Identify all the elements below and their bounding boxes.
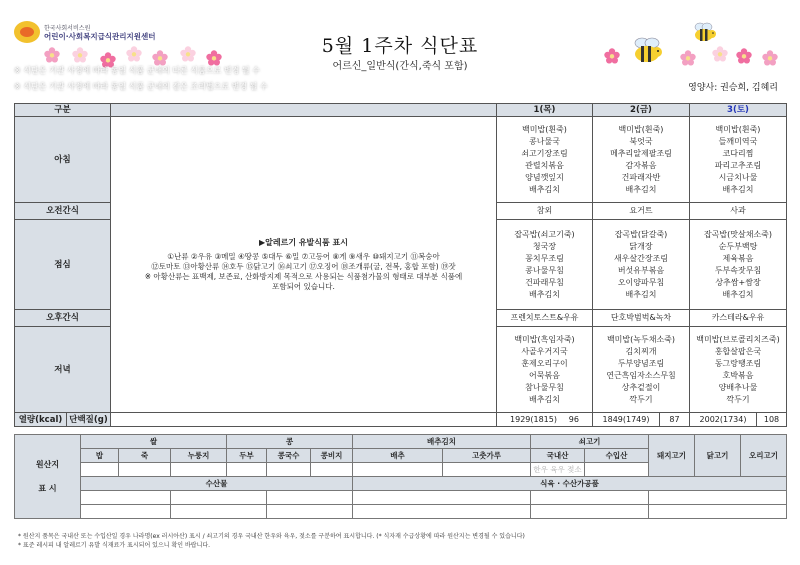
menu-cell [690,327,787,413]
allergy-title: ▶알레르기 유발식품 표시 [258,237,348,247]
origin-label-line: 원산지 [35,459,60,469]
kcal-value: 1929(1815) [510,414,557,424]
origin-cell [171,463,227,477]
kimchi-sub-header: 배추 [353,449,443,463]
menu-item: 감자볶음 [625,160,657,170]
menu-item: 시금치나물 [718,172,758,182]
menu-cell [690,117,787,203]
day-header-1: 1(목) [497,104,593,117]
meal-label-dinner: 저녁 [15,327,111,413]
category-header: 구분 [15,104,111,117]
origin-table [14,434,787,519]
page-subtitle: 어르신_일반식(간식,죽식 포함) [332,61,468,72]
protein-value: 108 [757,413,787,427]
menu-item: 양념깻잎지 [525,172,564,182]
origin-cell [267,505,353,519]
bean-sub-header: 두부 [227,449,267,463]
origin-cell [649,491,787,505]
menu-item: 콩나물국 [529,136,560,146]
origin-cell [171,491,267,505]
menu-item: 꽁치무조림 [525,253,564,263]
menu-item: 들깨미역국 [718,136,758,146]
menu-item: 양배추나물 [718,382,758,392]
day-header-3: 3(토) [690,104,787,117]
menu-cell [593,220,690,310]
allergy-line: ⑫토마토 ⑬아황산류 ⑭호두 ⑮닭고기 ⑯쇠고기 ⑰오징어 ⑱조개류(굴, 전복, 홍합 포함) ⑲잣 [151,261,456,271]
menu-cell [497,117,593,203]
duck-header: 오리고기 [741,435,787,477]
menu-item: 사골우거지국 [521,346,568,356]
menu-item: 홍합살팝은국 [714,346,762,356]
menu-item: 백미밥(흑임자죽) [514,334,575,344]
menu-item: 잡곡밥(맛살채소죽) [703,229,773,239]
menu-cell [593,327,690,413]
seafood-header: 수산물 [81,477,353,491]
rice-header: 쌀 [81,435,227,449]
menu-item: 쇠고기장조림 [521,148,568,158]
menu-item: 배추김치 [529,394,560,404]
menu-item: 두부속잣무침 [714,265,762,275]
menu-item: 코다리찜 [722,148,754,158]
origin-label-line: 표 시 [38,483,57,493]
origin-cell [353,505,531,519]
menu-cell: 요거트 [593,203,690,220]
org-name: 어린이·사회복지급식관리지원센터 [44,32,156,41]
menu-item: 잡곡밥(쇠고기죽) [514,229,575,239]
protein-value: 87 [660,413,690,427]
origin-cell [119,463,171,477]
menu-item: 연근흑임자소스무침 [606,370,676,380]
rice-sub-header: 밥 [81,449,119,463]
origin-cell [353,491,531,505]
origin-cell [227,463,267,477]
menu-item: 제육볶음 [722,253,754,263]
meal-label-lunch: 점심 [15,220,111,310]
menu-item: 건파래무침 [525,277,564,287]
change-notice: ※ 식단은 기관 사정에 따라 동일 식품 군내의 같은 조리법으로 변경 될 수 [14,82,268,91]
header [0,0,800,100]
origin-cell [585,463,649,477]
menu-item: 배추김치 [722,184,754,194]
menu-cell [497,327,593,413]
menu-item: 메추리알제팔조림 [610,148,672,158]
processed-header: 식육 · 수산가공품 [353,477,787,491]
menu-item: 깍두기 [629,394,653,404]
meal-label-afternoon-snack: 오후간식 [15,310,111,327]
menu-item: 호박볶음 [722,370,754,380]
allergy-line: ※ 아황산류는 표백제, 보존료, 산화방지제 목적으로 사용되는 식품첨가물의 형태로 대부분 식품에 [144,271,463,281]
menu-item: 백미밥(녹두채소죽) [606,334,676,344]
menu-cell: 프렌치토스트&우유 [497,310,593,327]
energy-value: 2002(1734) [690,413,757,427]
menu-cell: 단호박범벅&녹차 [593,310,690,327]
day-header-2: 2(금) [593,104,690,117]
origin-cell [81,491,171,505]
menu-item: 배추김치 [625,289,657,299]
origin-cell [353,463,443,477]
menu-item: 두부양념조림 [617,358,665,368]
footer-note: * 표준 레시피 내 알레르기 유발 식재료가 표시되어 있으니 확인 바랍니다. [18,542,211,549]
org-small-name: 한국사회서비스원 [44,25,91,32]
menu-cell [497,220,593,310]
menu-item: 콩나물무침 [525,265,564,275]
menu-item: 건파래자반 [621,172,661,182]
menu-item: 백미밥(흰죽) [618,124,664,134]
menu-item: 백미밥(흰죽) [522,124,567,134]
protein-label: 단백질(g) [67,413,111,427]
menu-cell [690,220,787,310]
menu-item: 청국장 [532,241,557,251]
dietitian-names: 영양사: 권승희, 김혜리 [688,83,778,93]
page-title: 5월 1주차 식단표 [321,35,479,57]
origin-cell [267,491,353,505]
rice-sub-header: 죽 [119,449,171,463]
origin-cell [531,505,649,519]
menu-item: 잡곡밥(닭갈죽) [614,229,668,239]
allergy-line: 포함되어 있습니다. [272,281,335,291]
kimchi-header: 배추김치 [353,435,531,449]
origin-cell [81,505,171,519]
menu-item: 버섯유부볶음 [617,265,665,275]
pork-header: 돼지고기 [649,435,695,477]
menu-item: 닭개장 [629,241,653,251]
menu-cell [593,117,690,203]
menu-item: 백미밥(브로콜리치즈죽) [696,334,780,344]
energy-value [497,413,593,427]
beef-sub-header: 수입산 [585,449,649,463]
meal-label-morning-snack: 오전간식 [15,203,111,220]
energy-value: 1849(1749) [593,413,660,427]
origin-cell [267,463,311,477]
menu-item: 새우살간장조림 [613,253,669,263]
menu-item: 어묵볶음 [529,370,560,380]
kimchi-sub-header: 고춧가루 [443,449,531,463]
nutrition-blank [111,413,497,427]
menu-cell: 사과 [690,203,787,220]
menu-item: 깍두기 [726,394,750,404]
rice-sub-header: 누룽지 [171,449,227,463]
protein-value: 96 [568,414,579,424]
footer-note: * 원산지 품목은 국내산 또는 수입산일 경우 나라명(ex 러시아산) 표시 / 쇠고기의 경우 국내산 한우와 육우, 젖소를 구분하여 표시합니다. (* 식자재 수급상황에 따라 원산지는 변경될 수 있습니다) [18,533,525,540]
menu-item: 배추김치 [722,289,754,299]
origin-cell [531,491,649,505]
change-notice: ※ 식단은 기관 사정에 따라 동일 식품 군내의 다른 식품으로 변경 될 수 [14,66,260,75]
beef-domestic-types: 한우 육우 젖소 [531,463,585,477]
menu-item: 훈제오리구이 [521,358,568,368]
chicken-header: 닭고기 [695,435,741,477]
bean-sub-header: 콩비지 [311,449,353,463]
beef-header: 쇠고기 [531,435,649,449]
allergy-info [111,117,497,413]
origin-cell [171,505,267,519]
menu-item: 오이양파무침 [617,277,665,287]
origin-label [15,435,81,519]
blank-header [111,104,497,117]
origin-cell [443,463,531,477]
bean-header: 콩 [227,435,353,449]
origin-cell [81,463,119,477]
origin-cell [649,505,787,519]
menu-item: 북엇국 [629,136,653,146]
menu-item: 상추겉절이 [621,382,661,392]
menu-item: 참나물무침 [525,382,564,392]
menu-item: 동그랑땡조림 [714,358,762,368]
menu-item: 김치찌개 [625,346,657,356]
menu-item: 관렬치볶음 [525,160,564,170]
meal-label-breakfast: 아침 [15,117,111,203]
menu-item: 상추쌈+쌈장 [715,277,761,287]
menu-table [14,103,787,427]
bean-sub-header: 콩국수 [267,449,311,463]
menu-item: 배추김치 [529,184,560,194]
menu-item: 배추김치 [625,184,657,194]
menu-item: 배추김치 [529,289,560,299]
allergy-line: ①난류 ②우유 ③메밀 ④땅콩 ⑤대두 ⑥밀 ⑦고등어 ⑧게 ⑨새우 ⑩돼지고기 ⑪복숭아 [167,251,440,261]
beef-sub-header: 국내산 [531,449,585,463]
menu-cell: 카스테라&우유 [690,310,787,327]
energy-label: 열량(kcal) [15,413,67,427]
menu-item: 백미밥(흰죽) [715,124,761,134]
origin-cell [311,463,353,477]
menu-item: 파리고추조림 [714,160,762,170]
menu-item: 순두부백탕 [718,241,758,251]
menu-cell: 참외 [497,203,593,220]
